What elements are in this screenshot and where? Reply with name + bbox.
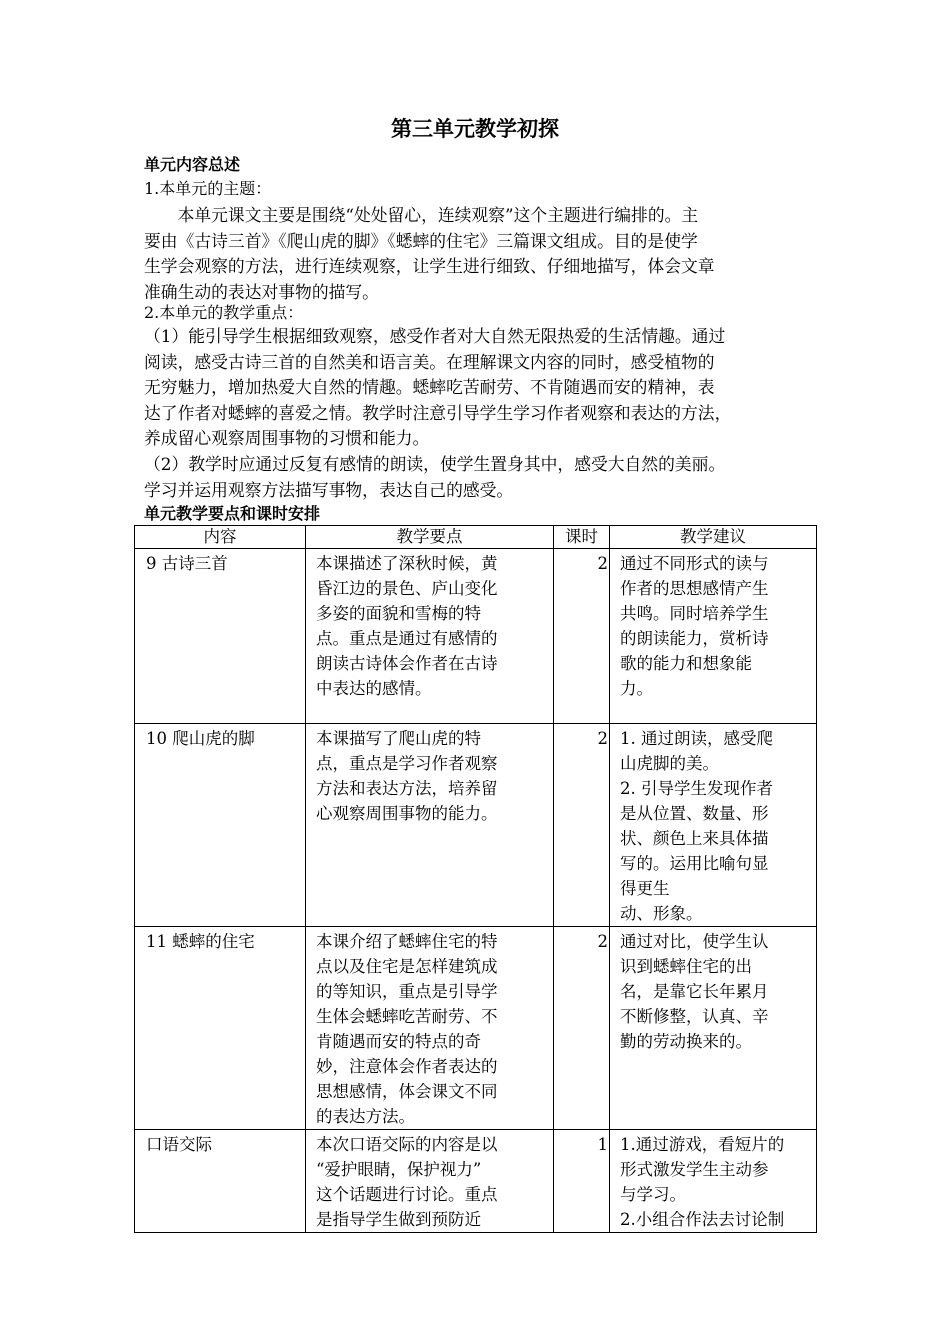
cell-line: 是指导学生做到预防近 [316, 1210, 481, 1229]
cell-line: 生体会蟋蟀吃苦耐劳、不 [316, 1007, 498, 1026]
cell-line: 勤的劳动换来的。 [620, 1032, 752, 1051]
cell-line: 多姿的面貌和雪梅的特 [316, 604, 481, 623]
cell-line: 的表达方法。 [316, 1107, 415, 1126]
schedule-table [134, 525, 817, 1233]
cell-line: 通过对比，使学生认 [620, 932, 769, 951]
table-row [135, 549, 817, 724]
cell-line: 2. 引导学生发现作者 [620, 779, 773, 798]
row-points [306, 549, 553, 701]
cell-line: 山虎脚的美。 [620, 754, 719, 773]
cell-line: 这个话题进行讨论。重点 [316, 1185, 498, 1204]
cell-line: 本课描述了深秋时候，黄 [316, 554, 498, 573]
theme-label: 1.本单元的主题： [144, 179, 272, 198]
cell-line: 动、形象。 [620, 904, 703, 923]
row-points [306, 927, 553, 1129]
cell-line: 作者的思想感情产生 [620, 579, 769, 598]
paragraph-line: 本单元课文主要是围绕“处处留心，连续观察”这个主题进行编排的。主 [144, 205, 699, 225]
cell-line: 本次口语交际的内容是以 [316, 1135, 498, 1154]
row-hours: 2 [597, 729, 608, 748]
paragraph-line: 阅读，感受古诗三首的自然美和语言美。在理解课文内容的同时，感受植物的 [144, 351, 715, 372]
paragraph-line: （2）教学时应通过反复有感情的朗读，使学生置身其中，感受大自然的美丽。 [144, 454, 726, 474]
cell-line: 昏江边的景色、庐山变化 [316, 579, 498, 598]
cell-line: 通过不同形式的读与 [620, 554, 769, 573]
header-points: 教学要点 [306, 526, 554, 549]
cell-line: 写的。运用比喻句显 [620, 854, 769, 873]
cell-line: 形式激发学生主动参 [620, 1160, 769, 1179]
row-advice [610, 724, 816, 926]
page-title: 第三单元教学初探 [391, 117, 559, 141]
row-content: 口语交际 [146, 1135, 212, 1154]
paragraph-line: 生学会观察的方法，进行连续观察，让学生进行细致、仔细地描写，体会文章 [144, 256, 715, 276]
focus-point-2 [144, 452, 808, 503]
cell-line: 心观察周围事物的能力。 [316, 804, 498, 823]
cell-line: 不断修整，认真、辛 [620, 1007, 769, 1026]
cell-line: 状、颜色上来具体描 [620, 829, 769, 848]
paragraph-line: 准确生动的表达对事物的描写。 [144, 281, 379, 302]
cell-line: 力。 [620, 679, 653, 698]
paragraph-line: （1）能引导学生根据细致观察，感受作者对大自然无限热爱的生活情趣。通过 [144, 326, 726, 346]
cell-line: 是从位置、数量、形 [620, 804, 769, 823]
cell-line: 1. 通过朗读，感受爬 [620, 729, 773, 748]
paragraph-line: 要由《古诗三首》《爬山虎的脚》《蟋蟀的住宅》三篇课文组成。目的是使学 [144, 230, 698, 251]
focus-label: 2.本单元的教学重点： [144, 303, 304, 322]
header-content: 内容 [135, 526, 306, 549]
table-row [135, 927, 817, 1130]
row-advice [610, 1130, 816, 1232]
cell-line: 肯随遇而安的特点的奇 [316, 1032, 481, 1051]
cell-line: 思想感情，体会课文不同 [316, 1082, 498, 1101]
cell-line: 识到蟋蟀住宅的出 [620, 957, 752, 976]
row-hours: 2 [597, 932, 608, 951]
cell-line: 妙，注意体会作者表达的 [316, 1057, 498, 1076]
paragraph-line: 无穷魅力，增加热爱大自然的情趣。蟋蟀吃苦耐劳、不肯随遇而安的精神，表 [144, 377, 715, 397]
table-header-row [135, 526, 817, 549]
cell-line: 方法和表达方法，培养留 [316, 779, 498, 798]
table-row [135, 1130, 817, 1233]
paragraph-line: 养成留心观察周围事物的习惯和能力。 [144, 428, 430, 448]
header-hours: 课时 [554, 526, 610, 549]
row-points [306, 724, 553, 826]
cell-line: 歌的能力和想象能 [620, 654, 752, 673]
paragraph-line: 达了作者对蟋蟀的喜爱之情。教学时注意引导学生学习作者观察和表达的方法， [144, 402, 732, 423]
table-row [135, 724, 817, 927]
cell-line: 2.小组合作法去讨论制 [620, 1210, 785, 1229]
cell-line: 1.通过游戏，看短片的 [620, 1135, 785, 1154]
row-points [306, 1130, 553, 1232]
row-advice [610, 927, 816, 1054]
cell-line: 与学习。 [620, 1185, 686, 1204]
cell-line: 得更生 [620, 879, 670, 898]
header-advice: 教学建议 [610, 526, 817, 549]
row-content: 11 蟋蟀的住宅 [146, 932, 255, 951]
cell-line: 的朗读能力，赏析诗 [620, 629, 769, 648]
cell-line: 本课介绍了蟋蟀住宅的特 [316, 932, 498, 951]
row-advice [610, 549, 816, 701]
cell-line: 名，是靠它长年累月 [620, 982, 769, 1001]
cell-line: 点以及住宅是怎样建筑成 [316, 957, 498, 976]
row-content: 9 古诗三首 [146, 554, 228, 573]
cell-line: 中表达的感情。 [316, 679, 432, 698]
cell-line: 点，重点是学习作者观察 [316, 754, 498, 773]
row-content: 10 爬山虎的脚 [146, 729, 255, 748]
cell-line: “爱护眼睛，保护视力” [316, 1160, 482, 1179]
cell-line: 朗读古诗体会作者在古诗 [316, 654, 498, 673]
paragraph-line: 学习并运用观察方法描写事物，表达自己的感受。 [144, 479, 514, 500]
theme-paragraph [144, 203, 808, 305]
cell-line: 的等知识，重点是引导学 [316, 982, 498, 1001]
row-hours: 2 [597, 554, 608, 573]
row-hours: 1 [597, 1135, 608, 1154]
cell-line: 本课描写了爬山虎的特 [316, 729, 481, 748]
focus-point-1 [144, 324, 808, 452]
cell-line: 共鸣。同时培养学生 [620, 604, 769, 623]
section-heading-schedule: 单元教学要点和课时安排 [144, 504, 321, 523]
cell-line: 点。重点是通过有感情的 [316, 629, 498, 648]
section-heading-overview: 单元内容总述 [144, 155, 241, 174]
